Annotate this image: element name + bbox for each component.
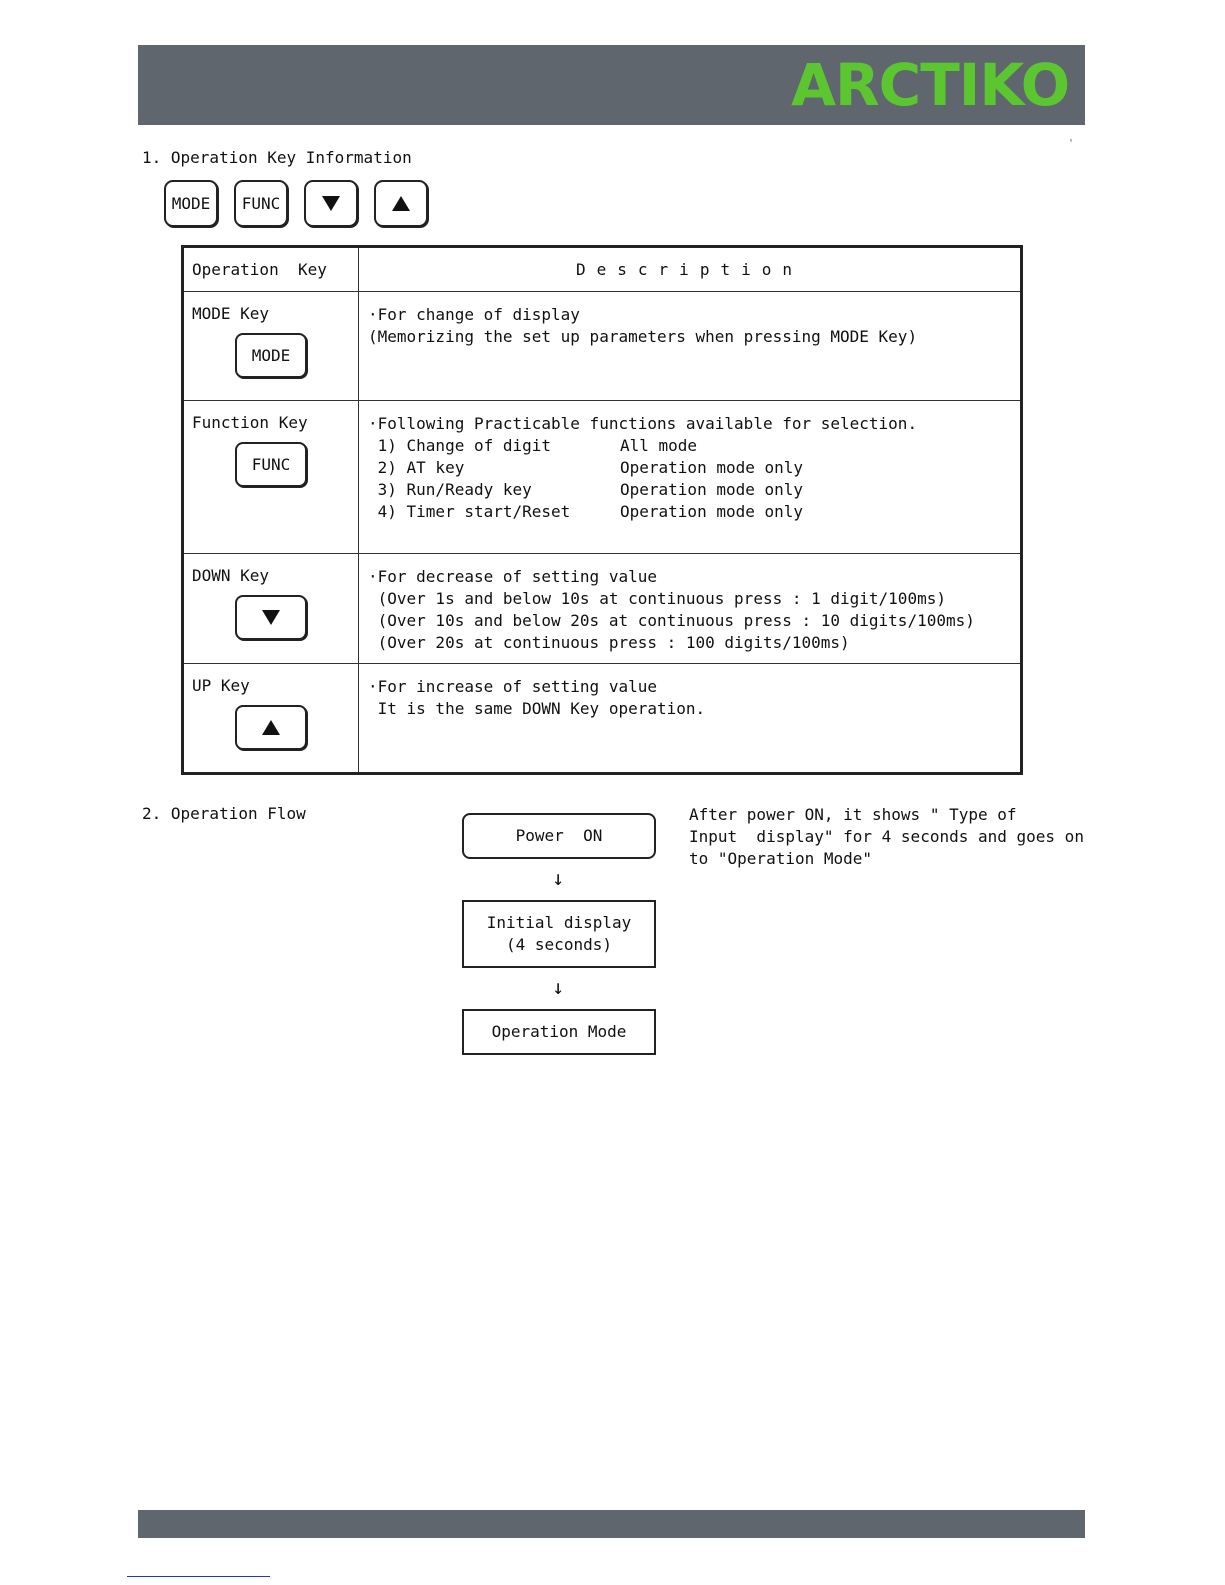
flow-note: After power ON, it shows " Type of Input display" for 4 seconds and goes on to "Operation Mode" <box>689 805 1084 868</box>
table-row-function <box>183 401 1022 554</box>
mode-description: ·For change of display (Memorizing the set up parameters when pressing MODE Key) <box>368 305 918 346</box>
table-header-row <box>183 247 1022 292</box>
table-row-mode <box>183 292 1022 401</box>
down-triangle-icon <box>322 196 340 211</box>
flow-step-power-on <box>462 813 656 859</box>
flow-step-text: Initial display <box>486 913 632 932</box>
mode-key-label: MODE Key <box>192 304 270 323</box>
header-key-cell <box>183 247 359 292</box>
up-triangle-icon <box>392 196 410 211</box>
down-description: ·For decrease of setting value (Over 1s and below 10s at continuous press : 1 digit/100ms) (Over 10s and below 20s at continuous press : 10 digits/100ms) (Over 20s at continuous press : 100 digits/100ms) <box>368 567 975 652</box>
function-item: 3) Run/Ready key Operation mode only <box>368 480 804 499</box>
flow-step-text: Power ON <box>515 826 603 845</box>
up-key-label: UP Key <box>192 676 250 695</box>
down-arrow-icon: ↓ <box>551 975 565 999</box>
flow-step-text: (4 seconds) <box>506 935 612 954</box>
table-row-up <box>183 664 1022 774</box>
func-keycap <box>234 180 288 227</box>
up-key-icon <box>235 705 307 750</box>
operation-key-table <box>181 245 1023 775</box>
down-key-icon <box>235 595 307 640</box>
down-triangle-icon <box>262 610 280 625</box>
up-keycap <box>374 180 428 227</box>
mode-keycap <box>164 180 218 227</box>
mode-key-cap-text: MODE <box>251 346 291 365</box>
section-1-title: 1. Operation Key Information <box>142 148 412 167</box>
section-2-title: 2. Operation Flow <box>142 804 306 823</box>
mode-key-icon <box>235 333 307 378</box>
function-item: 4) Timer start/Reset Operation mode only <box>368 502 804 521</box>
func-key-cap-text: FUNC <box>251 455 291 474</box>
header-bar <box>138 45 1085 125</box>
flow-step-operation-mode <box>462 1009 656 1055</box>
footer-bar <box>138 1510 1085 1538</box>
up-triangle-icon <box>262 720 280 735</box>
flow-step-initial-display <box>462 900 656 968</box>
header-description-label: Description <box>576 260 803 279</box>
func-keycap-label: FUNC <box>241 194 281 213</box>
header-key-label: Operation Key <box>192 260 327 279</box>
up-description: ·For increase of setting value It is the same DOWN Key operation. <box>368 677 706 718</box>
bottom-rule <box>127 1576 270 1577</box>
down-keycap <box>304 180 358 227</box>
function-item: 1) Change of digit All mode <box>368 436 698 455</box>
function-item: 2) AT key Operation mode only <box>368 458 804 477</box>
header-description-cell <box>359 247 1022 292</box>
down-arrow-icon: ↓ <box>551 866 565 890</box>
func-key-icon <box>235 442 307 487</box>
table-row-down <box>183 554 1022 664</box>
function-key-label: Function Key <box>192 413 308 432</box>
flow-step-text: Operation Mode <box>491 1022 627 1041</box>
mode-keycap-label: MODE <box>171 194 211 213</box>
function-description: ·Following Practicable functions available for selection. 1) Change of digit All mode 2) AT key Operation mode only 3) Run/Ready key Operation mode only 4) Timer start/Reset Operation mode only <box>359 401 1020 523</box>
down-key-label: DOWN Key <box>192 566 270 585</box>
stray-mark: ' <box>1068 138 1075 149</box>
arctiko-logo: ARCTIKO <box>791 51 1069 119</box>
